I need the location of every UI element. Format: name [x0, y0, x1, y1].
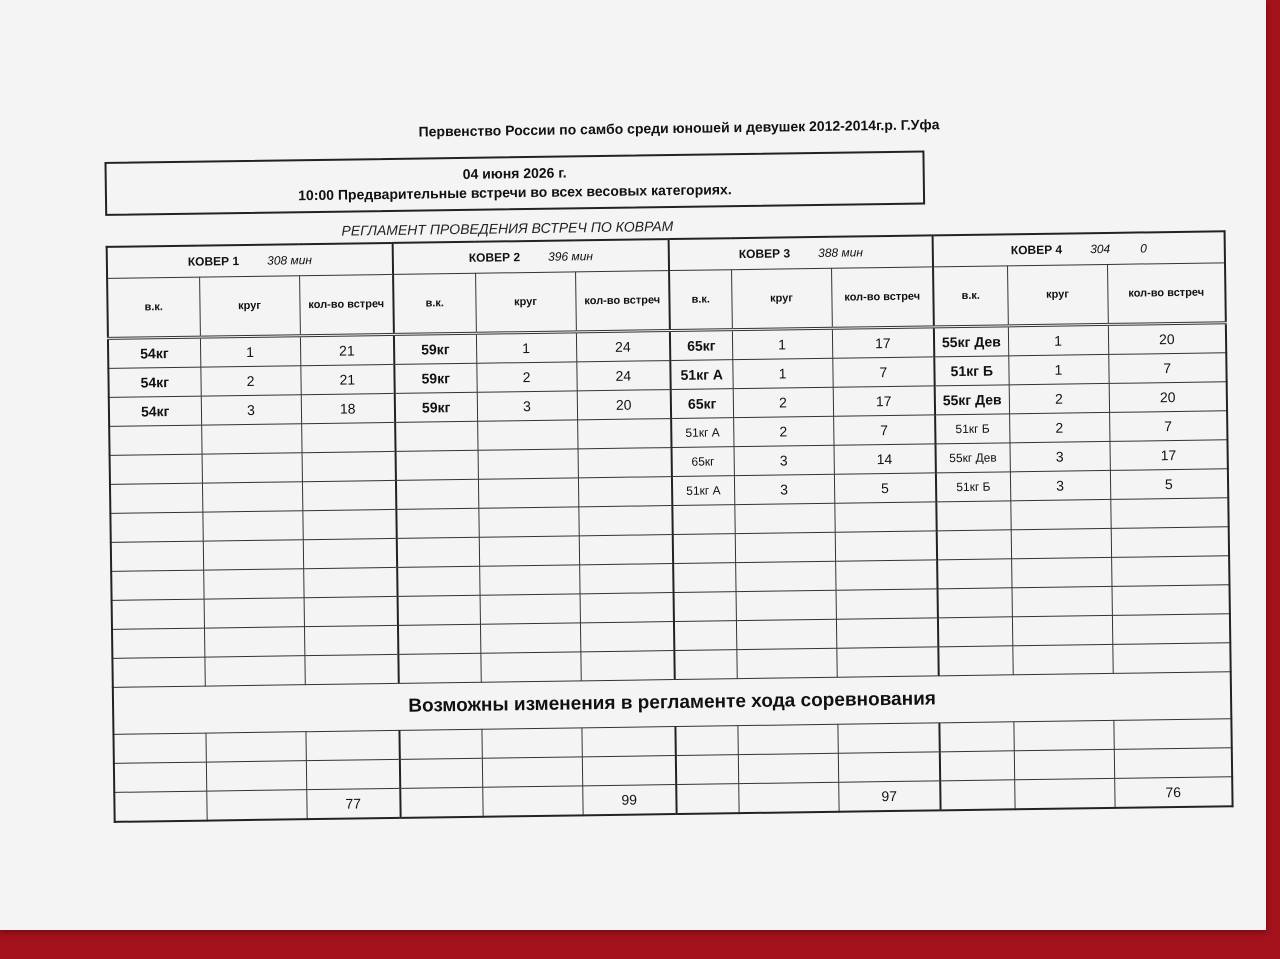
empty-cell: [1012, 615, 1112, 645]
round-cell: 2: [733, 387, 833, 417]
empty-cell: [738, 753, 838, 783]
weight-category-cell: 51кг Б: [934, 356, 1008, 386]
empty-cell: [938, 588, 1012, 618]
round-cell: 1: [732, 328, 832, 359]
empty-cell: [736, 648, 836, 678]
empty-cell: [303, 538, 397, 568]
empty-cell: [578, 477, 672, 507]
weight-category-cell: 59кг: [394, 363, 476, 393]
empty-cell: [1113, 719, 1231, 750]
mat-header-2: [393, 239, 669, 274]
bout-count-cell: 17: [832, 327, 934, 358]
empty-cell: [580, 593, 674, 623]
event-date: 04 июня 2026 г.: [462, 164, 567, 182]
weight-category-cell: 54кг: [109, 396, 201, 426]
empty-cell: [304, 625, 398, 655]
empty-cell: [114, 762, 206, 792]
weight-category-cell: 51кг Б: [935, 414, 1009, 444]
mat-extra-value: 0: [1140, 241, 1147, 256]
empty-cell: [1110, 498, 1228, 529]
mat-name: КОВЕР 1: [187, 254, 240, 269]
empty-cell: [478, 449, 578, 479]
empty-cell: [304, 654, 398, 684]
empty-cell: [482, 786, 582, 817]
empty-cell: [396, 450, 478, 480]
weight-category-cell: 51кг А: [671, 418, 733, 448]
empty-cell: [306, 759, 400, 789]
empty-cell: [936, 501, 1010, 531]
mat-schedule-table: [106, 230, 1234, 823]
empty-cell: [396, 479, 478, 509]
empty-cell: [1111, 527, 1229, 558]
mat-name: КОВЕР 4: [1010, 242, 1063, 258]
empty-cell: [837, 723, 939, 753]
empty-cell: [204, 627, 304, 657]
empty-cell: [734, 503, 834, 533]
empty-cell: [398, 624, 480, 654]
column-header-round: круг: [199, 276, 300, 337]
empty-cell: [1012, 586, 1112, 616]
empty-cell: [303, 567, 397, 597]
bout-count-cell: 17: [833, 386, 935, 416]
empty-cell: [1014, 749, 1114, 779]
bout-count-cell: 20: [1109, 382, 1227, 413]
round-cell: 3: [1010, 470, 1110, 500]
empty-cell: [397, 537, 479, 567]
empty-cell: [482, 757, 582, 787]
mat-total-bouts: 97: [838, 781, 940, 812]
empty-cell: [940, 751, 1014, 781]
bout-count-cell: 5: [1110, 469, 1228, 500]
column-header-vk: в.к.: [669, 270, 732, 331]
empty-cell: [940, 780, 1014, 811]
mat-name: КОВЕР 2: [468, 250, 521, 265]
empty-cell: [478, 478, 578, 508]
bout-count-cell: 5: [834, 473, 936, 503]
column-header-round: круг: [731, 268, 832, 329]
empty-cell: [1111, 556, 1229, 587]
empty-cell: [836, 589, 938, 619]
schedule-change-notice: Возможны изменения в регламенте хода соревнования: [113, 672, 1232, 735]
empty-cell: [481, 728, 581, 758]
empty-cell: [109, 425, 201, 455]
empty-cell: [672, 505, 734, 535]
empty-cell: [304, 596, 398, 626]
empty-cell: [110, 483, 202, 513]
empty-cell: [112, 657, 204, 687]
mat-total-bouts: 76: [1114, 777, 1232, 808]
empty-cell: [674, 621, 736, 651]
weight-category-cell: 51кг А: [670, 360, 732, 390]
round-cell: 2: [1009, 412, 1109, 442]
mat-minutes: 304: [1090, 241, 1111, 257]
column-header-count: кол-во встреч: [299, 274, 394, 335]
mat-header-3: [669, 235, 933, 270]
mat-header-4: [933, 231, 1225, 267]
weight-category-cell: 54кг: [108, 367, 200, 397]
bout-count-cell: 7: [1109, 411, 1227, 442]
weight-category-cell: 65кг: [672, 447, 734, 477]
empty-cell: [675, 726, 737, 756]
empty-cell: [581, 727, 675, 757]
round-cell: 1: [732, 358, 832, 388]
mat-total-bouts: 99: [582, 785, 676, 816]
bout-count-cell: 21: [300, 364, 394, 394]
empty-cell: [203, 540, 303, 570]
weight-category-cell: 55кг Дев: [935, 385, 1009, 415]
weight-category-cell: 59кг: [395, 392, 477, 422]
empty-cell: [112, 599, 204, 629]
bout-count-cell: 7: [832, 357, 934, 387]
weight-category-cell: 55кг Дев: [936, 443, 1010, 473]
bout-count-cell: 7: [833, 415, 935, 445]
empty-cell: [835, 531, 937, 561]
empty-cell: [205, 732, 305, 762]
empty-cell: [399, 729, 481, 759]
empty-cell: [202, 511, 302, 541]
bout-count-cell: 24: [576, 361, 670, 391]
mat-name: КОВЕР 3: [738, 246, 791, 262]
round-cell: 1: [1008, 354, 1108, 384]
empty-cell: [301, 422, 395, 452]
column-header-vk: в.к.: [393, 273, 476, 334]
column-header-round: круг: [475, 272, 576, 333]
round-cell: 1: [200, 336, 300, 367]
empty-cell: [938, 617, 1012, 647]
empty-cell: [835, 560, 937, 590]
empty-cell: [937, 559, 1011, 589]
weight-category-cell: 54кг: [108, 337, 200, 368]
empty-cell: [477, 420, 577, 450]
weight-category-cell: 65кг: [670, 330, 732, 361]
empty-cell: [834, 502, 936, 532]
empty-cell: [480, 594, 580, 624]
empty-cell: [1010, 499, 1110, 529]
empty-cell: [736, 619, 836, 649]
empty-cell: [111, 541, 203, 571]
empty-cell: [738, 782, 838, 813]
round-cell: 3: [734, 445, 834, 475]
empty-cell: [302, 509, 396, 539]
column-header-vk: в.к.: [107, 277, 200, 338]
empty-cell: [582, 756, 676, 786]
mat-minutes: 308 мин: [267, 253, 313, 268]
empty-cell: [1013, 720, 1113, 750]
empty-cell: [836, 618, 938, 648]
empty-cell: [579, 564, 673, 594]
bout-count-cell: 21: [300, 334, 394, 365]
empty-cell: [400, 758, 482, 788]
round-cell: 2: [476, 362, 576, 392]
empty-cell: [577, 419, 671, 449]
empty-cell: [737, 724, 837, 754]
empty-cell: [1011, 528, 1111, 558]
empty-cell: [395, 421, 477, 451]
empty-cell: [479, 565, 579, 595]
empty-cell: [676, 755, 738, 785]
weight-category-cell: 51кг А: [672, 476, 734, 506]
bout-count-cell: 20: [1108, 323, 1226, 355]
empty-cell: [674, 650, 736, 680]
empty-cell: [398, 653, 480, 683]
empty-cell: [110, 512, 202, 542]
round-cell: 3: [1010, 441, 1110, 471]
empty-cell: [203, 569, 303, 599]
column-header-round: круг: [1007, 264, 1108, 325]
bout-count-cell: 14: [834, 444, 936, 474]
empty-cell: [1012, 644, 1112, 674]
empty-cell: [110, 454, 202, 484]
round-cell: 3: [201, 395, 301, 425]
column-header-count: кол-во встреч: [1107, 263, 1226, 325]
empty-cell: [579, 535, 673, 565]
round-cell: 3: [734, 474, 834, 504]
empty-cell: [578, 506, 672, 536]
empty-cell: [302, 480, 396, 510]
empty-cell: [838, 752, 940, 782]
session-description: 10:00 Предварительные встречи во всех весовых категориях.: [298, 181, 732, 204]
empty-cell: [1011, 557, 1111, 587]
empty-cell: [398, 595, 480, 625]
empty-cell: [939, 722, 1013, 752]
mat-minutes: 396 мин: [548, 249, 594, 264]
round-cell: 1: [1008, 324, 1108, 355]
document-title: Первенство России по самбо среди юношей и девушек 2012-2014г.р. Г.Уфа: [418, 116, 940, 140]
empty-cell: [201, 424, 301, 454]
empty-cell: [480, 623, 580, 653]
empty-cell: [480, 652, 580, 682]
empty-cell: [1112, 585, 1230, 616]
bout-count-cell: 17: [1110, 440, 1228, 471]
bout-count-cell: 18: [301, 393, 395, 423]
empty-cell: [1112, 614, 1230, 645]
empty-cell: [1112, 643, 1230, 674]
empty-cell: [1014, 778, 1114, 809]
bout-count-cell: 24: [576, 331, 670, 362]
round-cell: 1: [476, 332, 576, 363]
empty-cell: [735, 561, 835, 591]
weight-category-cell: 65кг: [671, 389, 733, 419]
empty-cell: [114, 791, 206, 822]
bout-count-cell: 7: [1108, 353, 1226, 384]
empty-cell: [396, 508, 478, 538]
empty-cell: [836, 647, 938, 677]
weight-category-cell: 55кг Дев: [934, 326, 1008, 357]
empty-cell: [673, 534, 735, 564]
empty-cell: [111, 570, 203, 600]
empty-cell: [735, 532, 835, 562]
reglament-title: РЕГЛАМЕНТ ПРОВЕДЕНИЯ ВСТРЕЧ ПО КОВРАМ: [341, 218, 674, 239]
empty-cell: [478, 507, 578, 537]
empty-cell: [736, 590, 836, 620]
weight-category-cell: 59кг: [394, 333, 476, 364]
empty-cell: [673, 563, 735, 593]
empty-cell: [204, 598, 304, 628]
empty-cell: [397, 566, 479, 596]
empty-cell: [578, 448, 672, 478]
column-header-vk: в.к.: [933, 266, 1008, 327]
empty-cell: [113, 733, 205, 763]
empty-cell: [202, 453, 302, 483]
column-header-count: кол-во встреч: [831, 267, 934, 328]
empty-cell: [400, 787, 482, 818]
date-box: [104, 150, 925, 215]
column-header-count: кол-во встреч: [575, 271, 670, 332]
empty-cell: [676, 784, 738, 814]
empty-cell: [112, 628, 204, 658]
round-cell: 3: [477, 391, 577, 421]
mat-header-1: [107, 243, 393, 278]
empty-cell: [938, 646, 1012, 676]
empty-cell: [674, 592, 736, 622]
empty-cell: [206, 790, 306, 821]
mat-total-bouts: 77: [306, 788, 400, 819]
empty-cell: [580, 651, 674, 681]
round-cell: 2: [733, 416, 833, 446]
empty-cell: [1114, 748, 1232, 779]
empty-cell: [206, 761, 306, 791]
round-cell: 2: [1009, 383, 1109, 413]
bout-count-cell: 20: [577, 390, 671, 420]
empty-cell: [202, 482, 302, 512]
empty-cell: [937, 530, 1011, 560]
schedule-document: [100, 112, 1238, 823]
empty-cell: [580, 622, 674, 652]
empty-cell: [302, 451, 396, 481]
empty-cell: [204, 656, 304, 686]
empty-cell: [305, 730, 399, 760]
mat-minutes: 388 мин: [817, 245, 864, 260]
weight-category-cell: 51кг Б: [936, 472, 1010, 502]
empty-cell: [479, 536, 579, 566]
round-cell: 2: [200, 366, 300, 396]
